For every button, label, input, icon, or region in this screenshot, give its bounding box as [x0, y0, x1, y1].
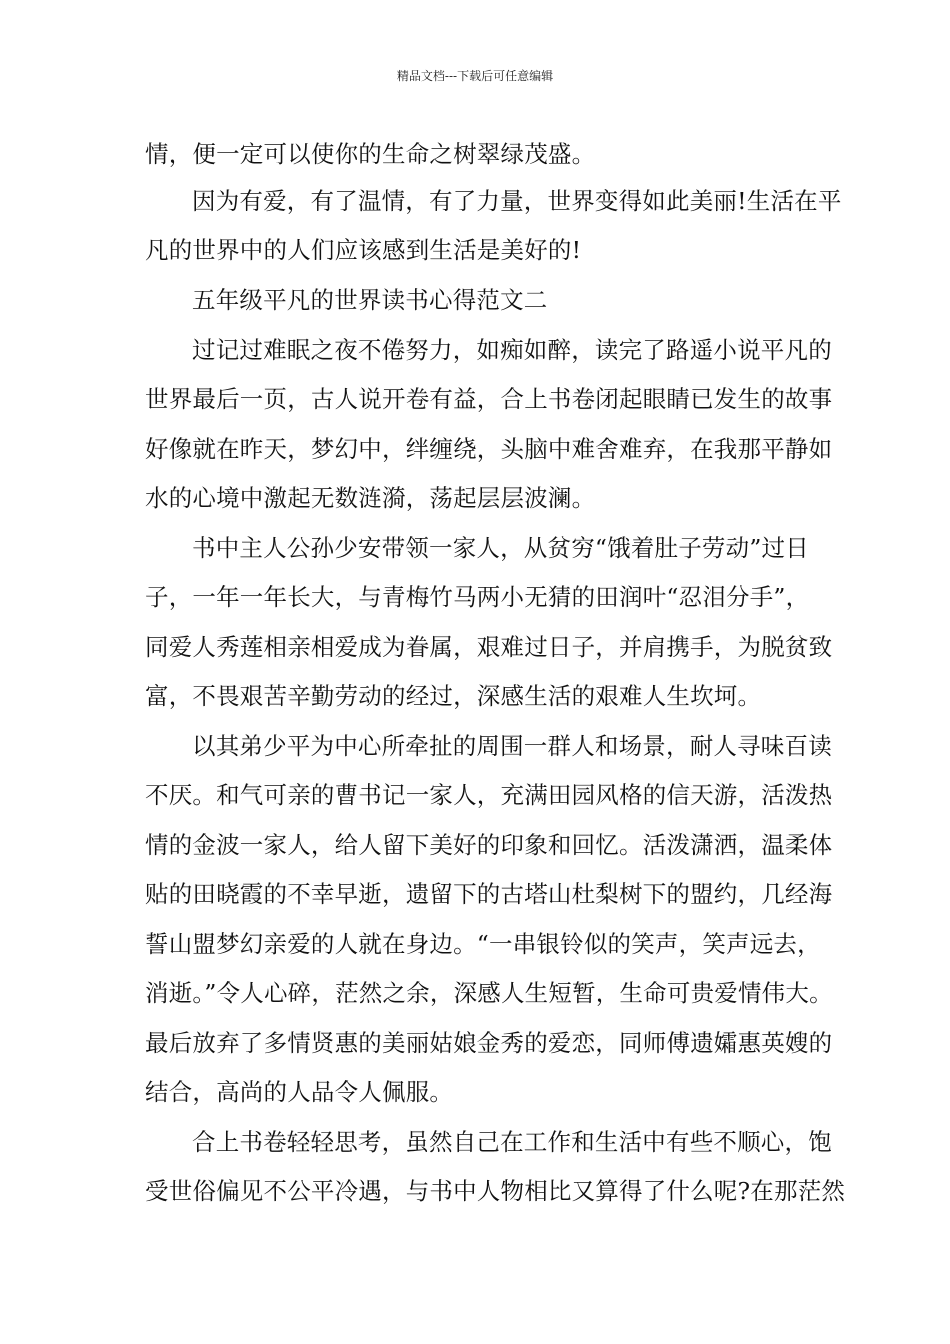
text-line: 贴的田晓霞的不幸早逝，遗留下的古塔山杜梨树下的盟约，几经海: [145, 880, 833, 908]
text-line: 结合，高尚的人品令人佩服。: [145, 1078, 454, 1106]
text-line: 同爱人秀莲相亲相爱成为眷属，艰难过日子，并肩携手，为脱贫致: [145, 633, 833, 661]
text-line: 好像就在昨天，梦幻中，绊缠绕，头脑中难舍难弃，在我那平静如: [145, 435, 833, 463]
text-line: 不厌。和气可亲的曹书记一家人，充满田园风格的信天游，活泼热: [145, 781, 833, 809]
section-heading: 五年级平凡的世界读书心得范文二: [192, 286, 548, 314]
text-line: 最后放弃了多情贤惠的美丽姑娘金秀的爱恋，同师傅遗孀惠英嫂的: [145, 1029, 833, 1057]
text-line: 书中主人公孙少安带领一家人，从贫穷“饿着肚子劳动”过日: [192, 534, 809, 562]
text-line: 凡的世界中的人们应该感到生活是美好的!: [145, 236, 582, 264]
text-line: 消逝。”令人心碎，茫然之余，深感人生短暂，生命可贵爱情伟大。: [145, 979, 833, 1007]
page-header: 精品文档---下载后可任意编辑: [396, 69, 554, 83]
text-line: 富，不畏艰苦辛勤劳动的经过，深感生活的艰难人生坎坷。: [145, 682, 762, 710]
text-line: 誓山盟梦幻亲爱的人就在身边。“一串银铃似的笑声，笑声远去，: [145, 930, 821, 958]
text-line: 过记过难眠之夜不倦努力，如痴如醉，读完了路遥小说平凡的: [192, 336, 832, 364]
text-line: 合上书卷轻轻思考，虽然自己在工作和生活中有些不顺心，饱: [192, 1128, 832, 1156]
text-line: 世界最后一页，古人说开卷有益，合上书卷闭起眼睛已发生的故事: [145, 385, 833, 413]
text-line: 子，一年一年长大，与青梅竹马两小无猜的田润叶“忍泪分手”，: [145, 583, 810, 611]
text-line: 情的金波一家人，给人留下美好的印象和回忆。活泼潇洒，温柔体: [145, 831, 833, 859]
text-line: 以其弟少平为中心所牵扯的周围一群人和场景，耐人寻味百读: [192, 732, 832, 760]
text-line: 水的心境中激起无数涟漪，荡起层层波澜。: [145, 484, 596, 512]
text-line: 情，便一定可以使你的生命之树翠绿茂盛。: [145, 140, 596, 168]
text-line: 因为有爱，有了温情，有了力量，世界变得如此美丽!生活在平: [192, 187, 842, 215]
text-line: 受世俗偏见不公平冷遇，与书中人物相比又算得了什么呢?在那茫然: [145, 1177, 846, 1205]
